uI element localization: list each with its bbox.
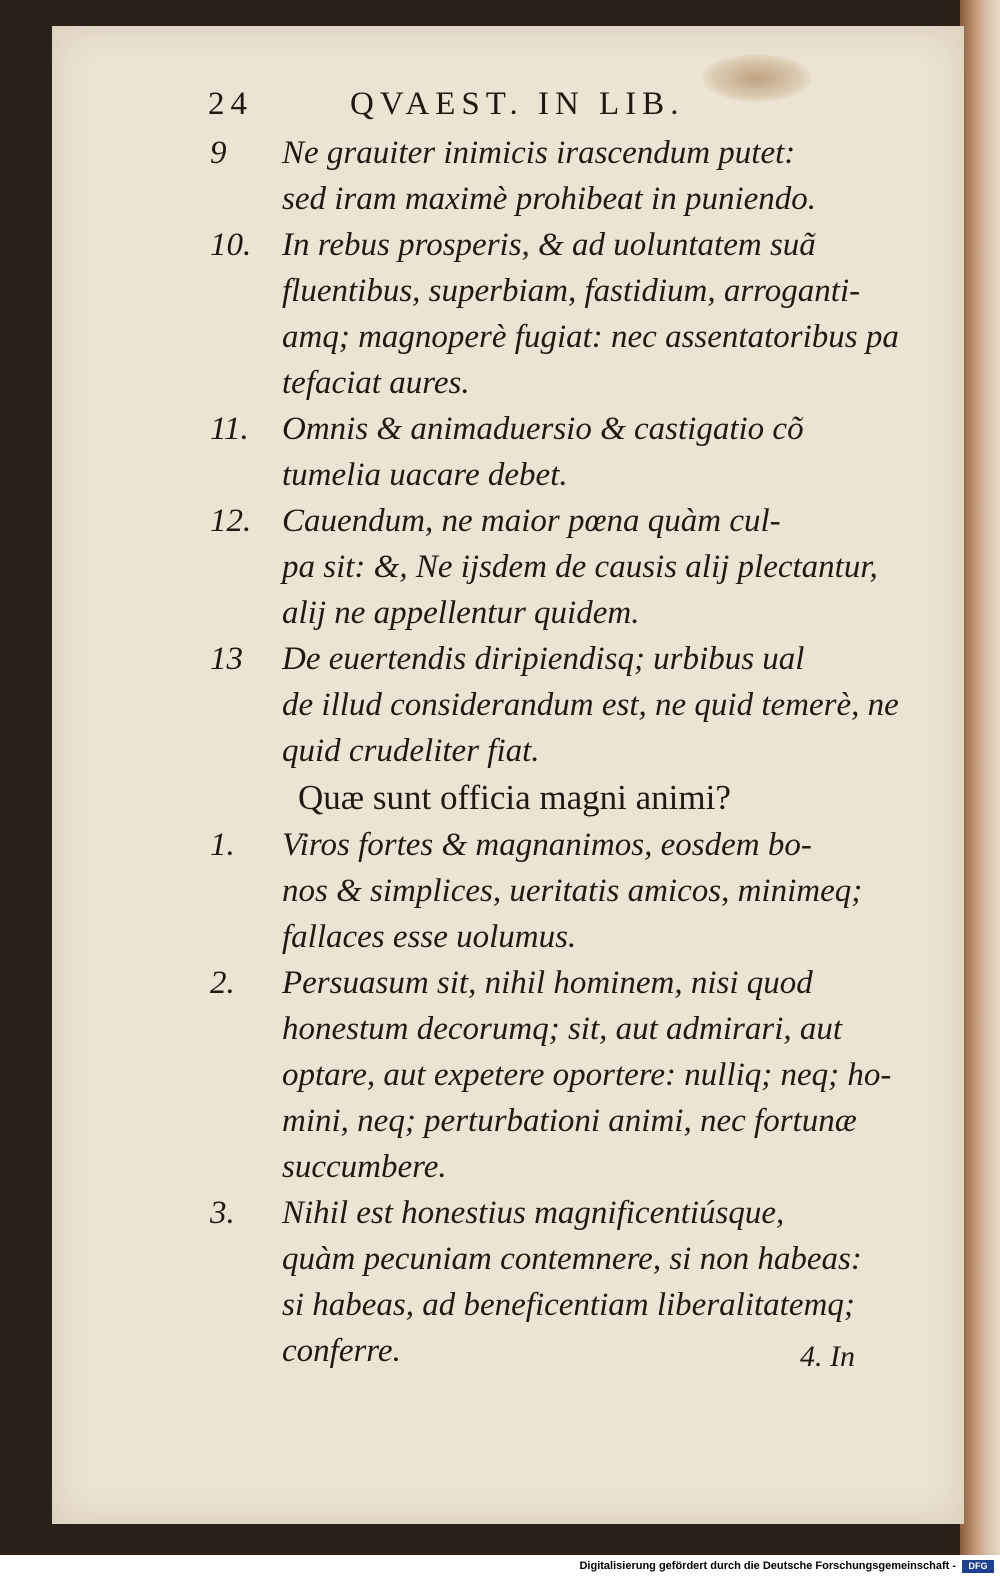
text-line <box>210 498 910 544</box>
line-text: Nihil est honestius magnificentiúsque, <box>282 1195 785 1231</box>
line-text: quid crudeliter fiat. <box>282 733 540 769</box>
precept-number: 9 <box>210 135 227 171</box>
line-text: Ne grauiter inimicis irascendum putet: <box>282 135 796 171</box>
line-text: fallaces esse uolumus. <box>282 919 577 955</box>
running-title: QVAEST. IN LIB. <box>350 86 685 122</box>
text-line <box>210 360 910 406</box>
text-line <box>210 452 910 498</box>
precept-number: 1. <box>210 827 235 863</box>
text-line <box>210 1006 910 1052</box>
line-text: Viros fortes & magnanimos, eosdem bo- <box>282 827 812 863</box>
text-line <box>210 636 910 682</box>
line-text: conferre. <box>282 1333 401 1369</box>
line-text: tumelia uacare debet. <box>282 457 568 493</box>
text-line <box>210 1190 910 1236</box>
precept-number: 2. <box>210 965 235 1001</box>
text-line <box>210 268 910 314</box>
line-text: de illud considerandum est, ne quid temerè, ne <box>282 687 899 723</box>
line-text: honestum decorumq; sit, aut admirari, aut <box>282 1011 843 1047</box>
precepts-list-2 <box>210 822 910 1374</box>
text-line <box>210 314 910 360</box>
precept-number: 12. <box>210 503 252 539</box>
section-question: Quæ sunt officia magni animi? <box>298 778 731 817</box>
text-line <box>210 1052 910 1098</box>
line-text: Persuasum sit, nihil hominem, nisi quod <box>282 965 813 1001</box>
line-text: Cauendum, ne maior pœna quàm cul- <box>282 503 781 539</box>
line-text: nos & simplices, ueritatis amicos, minimeq; <box>282 873 863 909</box>
text-block <box>210 130 910 1374</box>
line-text: pa sit: &, Ne ijsdem de causis alij plectantur, <box>282 549 878 585</box>
line-text: alij ne appellentur quidem. <box>282 595 640 631</box>
text-line <box>210 590 910 636</box>
line-text: amq; magnoperè fugiat: nec assentatoribus pa <box>282 319 899 355</box>
line-text: optare, aut expetere oportere: nulliq; neq; ho- <box>282 1057 892 1093</box>
text-line <box>210 1098 910 1144</box>
precept-number: 10. <box>210 227 252 263</box>
text-line <box>210 1282 910 1328</box>
text-line <box>210 960 910 1006</box>
book-edge <box>960 0 1000 1555</box>
line-text: mini, neq; perturbationi animi, nec fortunæ <box>282 1103 857 1139</box>
line-text: succumbere. <box>282 1149 447 1185</box>
line-text: sed iram maximè prohibeat in puniendo. <box>282 181 817 217</box>
text-line <box>210 1144 910 1190</box>
text-line <box>210 868 910 914</box>
precept-number: 13 <box>210 641 243 677</box>
line-text: tefaciat aures. <box>282 365 470 401</box>
line-text: De euertendis diripiendisq; urbibus ual <box>282 641 805 677</box>
text-line <box>210 1236 910 1282</box>
text-line <box>210 914 910 960</box>
catchword: 4. In <box>800 1340 855 1373</box>
page-header <box>208 86 808 130</box>
text-line <box>210 544 910 590</box>
line-text: quàm pecuniam contemnere, si non habeas: <box>282 1241 862 1277</box>
line-text: Omnis & animaduersio & castigatio cõ <box>282 411 804 447</box>
precepts-list-1 <box>210 130 910 774</box>
precept-number: 3. <box>210 1195 235 1231</box>
text-line <box>210 822 910 868</box>
line-text: In rebus prosperis, & ad uoluntatem suã <box>282 227 816 263</box>
text-line <box>210 682 910 728</box>
folio-number: 24 <box>208 86 253 122</box>
precept-number: 11. <box>210 411 249 447</box>
line-text: si habeas, ad beneficentiam liberalitatemq; <box>282 1287 855 1323</box>
dfg-logo: DFG <box>962 1560 994 1573</box>
text-line <box>210 728 910 774</box>
text-line <box>210 406 910 452</box>
text-line <box>210 176 910 222</box>
text-line <box>210 130 910 176</box>
funding-note: Digitalisierung gefördert durch die Deutsche Forschungsgemeinschaft - <box>579 1560 956 1572</box>
footer-bar <box>0 1555 1000 1583</box>
text-line <box>210 222 910 268</box>
line-text: fluentibus, superbiam, fastidium, arroganti- <box>282 273 861 309</box>
